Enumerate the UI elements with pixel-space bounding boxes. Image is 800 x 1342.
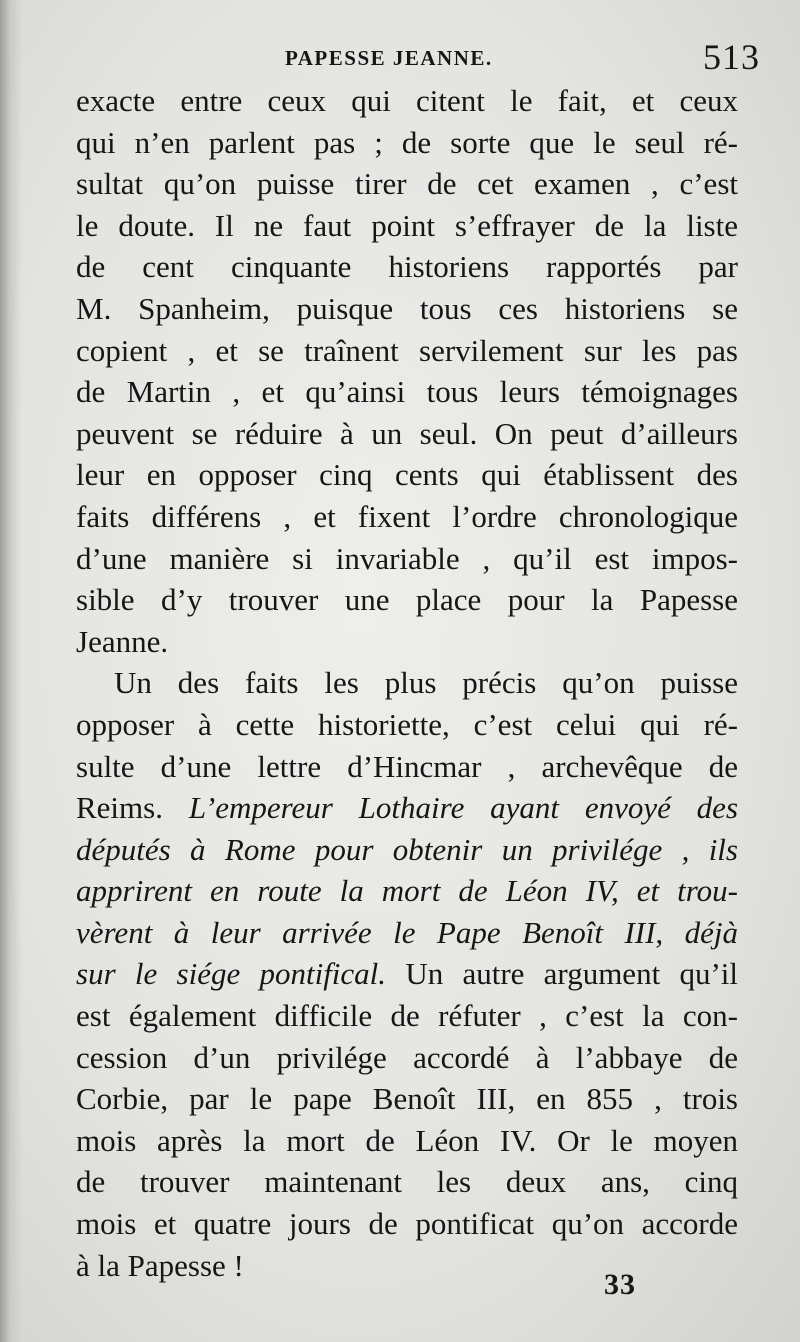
text-line-italic: apprirent en route la mort de Léon IV, et trou- — [76, 873, 738, 909]
text-line: de cent cinquante historiens rapportés par — [76, 249, 738, 285]
signature-mark: 33 — [604, 1268, 636, 1301]
text-line: Un des faits les plus précis qu’on puisse — [114, 665, 738, 701]
page-number: 513 — [703, 37, 760, 77]
text-line: exacte entre ceux qui citent le fait, et ceux — [76, 83, 738, 118]
text-line: Jeanne. — [76, 623, 169, 659]
text-roman: Un autre argument qu’il — [405, 956, 738, 992]
text-line-italic: vèrent à leur arrivée le Pape Benoît III, déjà — [76, 914, 738, 950]
text-line: opposer à cette historiette, c’est celui qui ré- — [76, 706, 738, 742]
text-line: de trouver maintenant les deux ans, cinq — [76, 1164, 738, 1200]
text-line: est également difficile de réfuter , c’est la con- — [76, 998, 738, 1034]
text-line: à la Papesse ! — [76, 1247, 244, 1283]
text-line — [76, 953, 738, 995]
page-header — [285, 36, 760, 76]
text-italic: L’empereur Lothaire ayant envoyé des — [188, 790, 739, 826]
text-line: sible d’y trouver une place pour la Papesse — [76, 582, 738, 618]
running-head: PAPESSE JEANNE. — [285, 46, 493, 70]
text-line: mois et quatre jours de pontificat qu’on accorde — [76, 1206, 738, 1242]
body-text — [76, 80, 738, 1286]
text-line: mois après la mort de Léon IV. Or le moyen — [76, 1122, 738, 1158]
text-line: M. Spanheim, puisque tous ces historiens se — [76, 290, 738, 326]
text-line: copient , et se traînent servilement sur les pas — [76, 332, 738, 368]
text-line: sultat qu’on puisse tirer de cet examen , c’est — [76, 166, 738, 202]
text-line: qui n’en parlent pas ; de sorte que le seul ré- — [76, 124, 738, 160]
text-line: sulte d’une lettre d’Hincmar , archevêque de — [76, 748, 738, 784]
binding-shadow — [0, 0, 22, 1342]
text-line: d’une manière si invariable , qu’il est impos- — [76, 540, 738, 576]
text-line-italic: députés à Rome pour obtenir un privilége , ils — [76, 831, 738, 867]
text-roman: Reims. — [76, 790, 163, 826]
text-line — [76, 787, 738, 829]
text-line: le doute. Il ne faut point s’effrayer de la liste — [76, 207, 738, 243]
text-line: de Martin , et qu’ainsi tous leurs témoignages — [76, 374, 738, 410]
text-line: peuvent se réduire à un seul. On peut d’ailleurs — [76, 415, 738, 451]
text-line: leur en opposer cinq cents qui établissent des — [76, 457, 738, 493]
text-line: cession d’un privilége accordé à l’abbaye de — [76, 1039, 738, 1075]
text-line: faits différens , et fixent l’ordre chronologique — [76, 498, 738, 534]
text-line: Corbie, par le pape Benoît III, en 855 , trois — [76, 1081, 738, 1117]
text-italic: sur le siége pontifical. — [76, 956, 387, 992]
